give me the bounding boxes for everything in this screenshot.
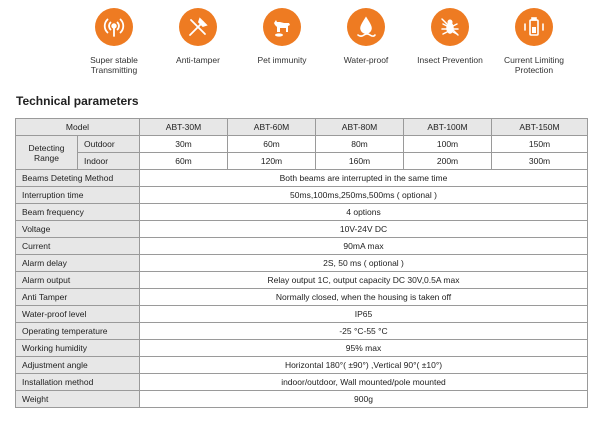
- param-label: Alarm output: [16, 272, 140, 289]
- feature-label: Water-proof: [343, 55, 389, 65]
- table-cell: 160m: [316, 153, 404, 170]
- feature-transmitting: [72, 8, 156, 80]
- table-cell: 200m: [404, 153, 492, 170]
- feature-icons-row: [72, 8, 576, 80]
- table-row: [16, 255, 588, 272]
- param-label: Weight: [16, 391, 140, 408]
- table-cell: 60m: [140, 153, 228, 170]
- table-cell: 150m: [492, 136, 588, 153]
- table-row: [16, 136, 588, 153]
- model-header: Model: [16, 119, 140, 136]
- table-cell: 120m: [228, 153, 316, 170]
- param-label: Anti Tamper: [16, 289, 140, 306]
- section-title: Technical parameters: [16, 94, 139, 108]
- table-row: [16, 272, 588, 289]
- model-cell: ABT-100M: [404, 119, 492, 136]
- model-cell: ABT-150M: [492, 119, 588, 136]
- param-label: Voltage: [16, 221, 140, 238]
- param-value: Normally closed, when the housing is taken off: [140, 289, 588, 306]
- table-row: [16, 289, 588, 306]
- feature-label: Pet immunity: [257, 55, 307, 65]
- param-value: -25 °C-55 °C: [140, 323, 588, 340]
- param-value: IP65: [140, 306, 588, 323]
- param-value: Both beams are interrupted in the same time: [140, 170, 588, 187]
- feature-label: Current Limiting Protection: [504, 55, 564, 75]
- param-label: Adjustment angle: [16, 357, 140, 374]
- param-label: Current: [16, 238, 140, 255]
- param-value: 10V-24V DC: [140, 221, 588, 238]
- detecting-range-label: Detecting Range: [16, 136, 78, 170]
- feature-label: Anti-tamper: [176, 55, 220, 65]
- anti-tamper-icon: [179, 8, 217, 46]
- table-row: [16, 306, 588, 323]
- param-label: Interruption time: [16, 187, 140, 204]
- param-value: 95% max: [140, 340, 588, 357]
- param-value: 50ms,100ms,250ms,500ms ( optional ): [140, 187, 588, 204]
- table-row: [16, 340, 588, 357]
- param-value: 900g: [140, 391, 588, 408]
- battery-icon: [515, 8, 553, 46]
- table-row: [16, 221, 588, 238]
- outdoor-label: Outdoor: [78, 136, 140, 153]
- feature-label: Super stable Transmitting: [90, 55, 138, 75]
- feature-anti-tamper: [156, 8, 240, 80]
- table-row: [16, 357, 588, 374]
- indoor-label: Indoor: [78, 153, 140, 170]
- feature-current-limiting: [492, 8, 576, 80]
- table-cell: 300m: [492, 153, 588, 170]
- param-label: Water-proof level: [16, 306, 140, 323]
- feature-label: Insect Prevention: [417, 55, 483, 65]
- table-header-row: [16, 119, 588, 136]
- table-cell: 100m: [404, 136, 492, 153]
- table-cell: 80m: [316, 136, 404, 153]
- feature-pet-immunity: [240, 8, 324, 80]
- pet-icon: [263, 8, 301, 46]
- param-label: Installation method: [16, 374, 140, 391]
- param-label: Beams Deteting Method: [16, 170, 140, 187]
- table-cell: 30m: [140, 136, 228, 153]
- model-cell: ABT-80M: [316, 119, 404, 136]
- table-row: [16, 374, 588, 391]
- technical-parameters-table: [15, 118, 588, 408]
- param-value: 4 options: [140, 204, 588, 221]
- table-cell: 60m: [228, 136, 316, 153]
- param-label: Operating temperature: [16, 323, 140, 340]
- param-value: Relay output 1C, output capacity DC 30V,0.5A max: [140, 272, 588, 289]
- water-drop-icon: [347, 8, 385, 46]
- table-row: [16, 187, 588, 204]
- insect-icon: [431, 8, 469, 46]
- feature-insect-prevention: [408, 8, 492, 80]
- table-row: [16, 391, 588, 408]
- param-value: 90mA max: [140, 238, 588, 255]
- feature-water-proof: [324, 8, 408, 80]
- wireless-signal-icon: [95, 8, 133, 46]
- param-label: Alarm delay: [16, 255, 140, 272]
- model-cell: ABT-30M: [140, 119, 228, 136]
- table-row: [16, 153, 588, 170]
- param-value: indoor/outdoor, Wall mounted/pole mounted: [140, 374, 588, 391]
- param-label: Beam frequency: [16, 204, 140, 221]
- param-value: Horizontal 180°( ±90°) ,Vertical 90°( ±10°): [140, 357, 588, 374]
- model-cell: ABT-60M: [228, 119, 316, 136]
- param-label: Working humidity: [16, 340, 140, 357]
- table-row: [16, 238, 588, 255]
- table-row: [16, 204, 588, 221]
- param-value: 2S, 50 ms ( optional ): [140, 255, 588, 272]
- table-row: [16, 323, 588, 340]
- table-row: [16, 170, 588, 187]
